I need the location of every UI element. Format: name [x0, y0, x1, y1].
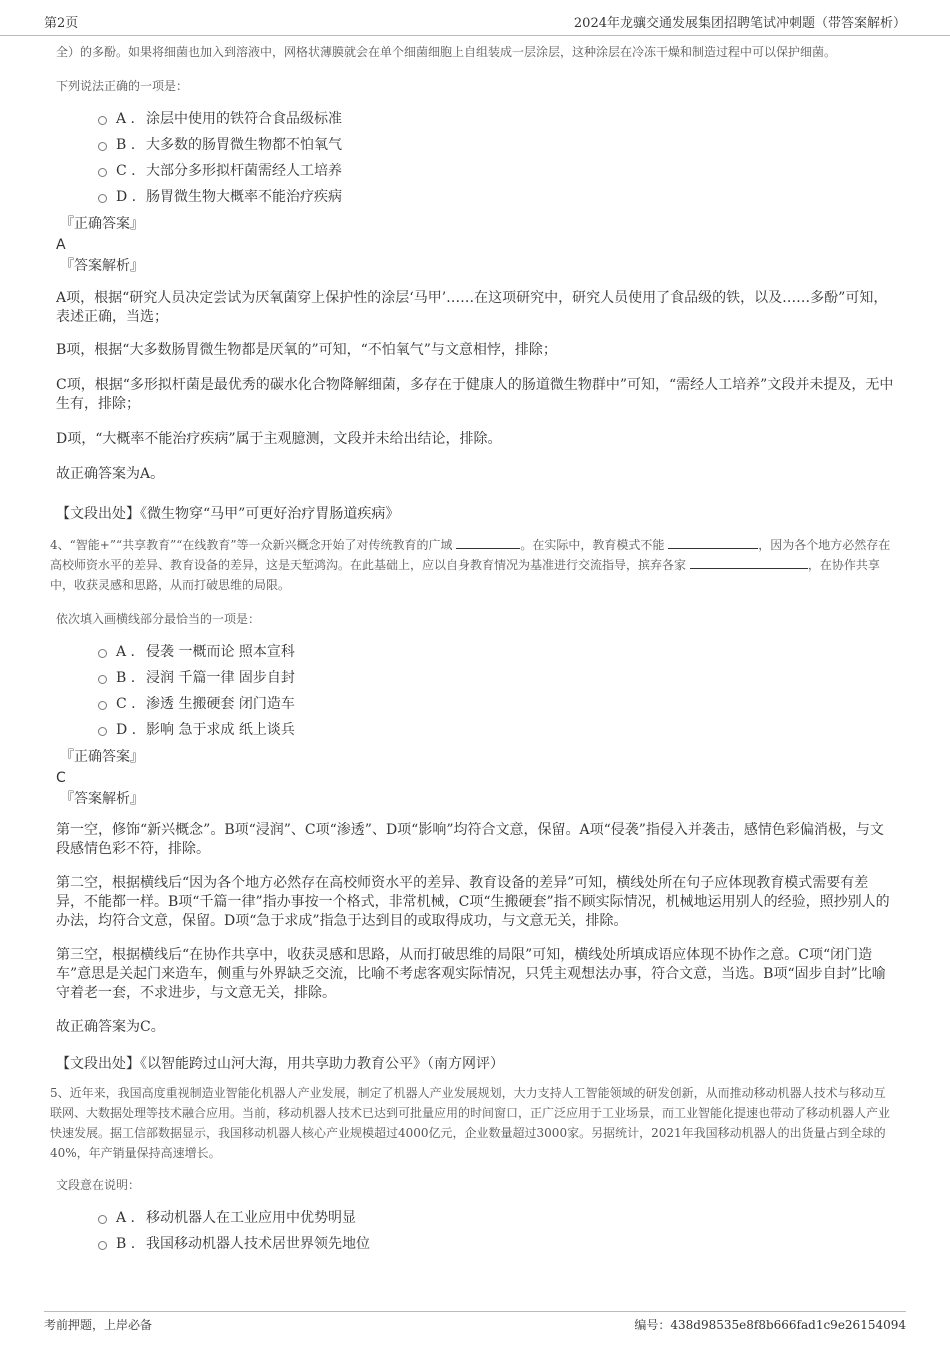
q3-analysis-c: C项，根据“多形拟杆菌是最优秀的碳水化合物降解细菌，多存在于健康人的肠道微生物群中”可知，“需经人工培养”文段并未提及，无中生有，排除；	[56, 377, 894, 412]
q3-stem: 下列说法正确的一项是：	[56, 79, 189, 93]
q4-blank-1	[456, 536, 520, 549]
q4-passage-part4: ，在协作共享中，收获灵感和思路，从而打破思维的局限。	[50, 558, 880, 592]
option-text: 肠胃微生物大概率不能治疗疾病	[146, 189, 342, 205]
radio-icon[interactable]	[98, 675, 107, 684]
radio-icon[interactable]	[98, 1215, 107, 1224]
q4-option-d[interactable]	[56, 717, 896, 743]
page-number: 第2页	[44, 16, 79, 31]
q3-analysis-label: 『答案解析』	[60, 258, 144, 274]
q5-stem: 文段意在说明：	[56, 1178, 141, 1192]
radio-icon[interactable]	[98, 116, 107, 125]
option-letter: B .	[116, 137, 136, 153]
radio-icon[interactable]	[98, 701, 107, 710]
q4-conclusion: 故正确答案为C。	[56, 1019, 165, 1035]
option-text: 浸润 千篇一律 固步自封	[146, 670, 295, 686]
option-text: 大多数的肠胃微生物都不怕氧气	[146, 137, 342, 153]
q3-answer: A	[56, 237, 66, 253]
q4-passage-part2: 。在实际中，教育模式不能	[520, 538, 665, 552]
q3-source: 【文段出处】《微生物穿“马甲”可更好治疗胃肠道疾病》	[56, 506, 400, 522]
q3-answer-label: 『正确答案』	[60, 216, 144, 232]
option-letter: A .	[116, 111, 136, 127]
page-header	[0, 0, 950, 36]
option-letter: B .	[116, 670, 136, 686]
option-letter: B .	[116, 1236, 136, 1252]
option-text: 移动机器人在工业应用中优势明显	[146, 1210, 356, 1226]
q4-passage-part1: 4、“智能+”“共享教育”“在线教育”等一众新兴概念开始了对传统教育的广域	[50, 538, 453, 552]
radio-icon[interactable]	[98, 142, 107, 151]
q5-options	[56, 1205, 896, 1257]
q5-passage: 5、近年来，我国高度重视制造业智能化机器人产业发展，制定了机器人产业发展规划，大力支持人工智能领域的研发创新，从而推动移动机器人技术与移动互联网、大数据处理等技术融合应用。当前，移动机器人技术已达到可批量应用的时间窗口，正广泛应用于工业场景，而工业智能化提速也带动了移动机器人产业快速发展。据工信部数据显示，我国移动机器人核心产业规模超过4000亿元，企业数量超过3000家。另据统计，2021年我国移动机器人的出货量占到全球的40%，年产销量保持高速增长。	[50, 1086, 891, 1160]
option-text: 大部分多形拟杆菌需经人工培养	[146, 163, 342, 179]
q4-answer: C	[56, 770, 66, 786]
page-content	[50, 42, 896, 1257]
footer-slogan: 考前押题，上岸必备	[44, 1318, 153, 1332]
radio-icon[interactable]	[98, 727, 107, 736]
option-letter: C .	[116, 163, 136, 179]
radio-icon[interactable]	[98, 649, 107, 658]
option-letter: A .	[116, 644, 136, 660]
q4-stem: 依次填入画横线部分最恰当的一项是：	[56, 612, 261, 626]
q4-option-b[interactable]	[56, 665, 896, 691]
option-letter: D .	[116, 189, 137, 205]
option-text: 影响 急于求成 纸上谈兵	[146, 722, 295, 738]
q3-option-b[interactable]	[56, 132, 896, 158]
page-footer	[44, 1311, 906, 1332]
q3-options	[56, 106, 896, 210]
q4-answer-label: 『正确答案』	[60, 749, 144, 765]
document-title: 2024年龙骧交通发展集团招聘笔试冲刺题（带答案解析）	[573, 16, 906, 31]
q4-option-a[interactable]	[56, 639, 896, 665]
option-text: 我国移动机器人技术居世界领先地位	[146, 1236, 370, 1252]
q4-passage	[50, 535, 896, 595]
option-text: 渗透 生搬硬套 闭门造车	[146, 696, 295, 712]
q4-source: 【文段出处】《以智能跨过山河大海，用共享助力教育公平》（南方网评）	[56, 1056, 504, 1072]
option-letter: D .	[116, 722, 137, 738]
q4-blank-2	[668, 536, 758, 549]
q3-option-c[interactable]	[56, 158, 896, 184]
option-letter: A .	[116, 1210, 136, 1226]
q3-option-d[interactable]	[56, 184, 896, 210]
option-text: 侵袭 一概而论 照本宣科	[146, 644, 295, 660]
q4-analysis-1: 第一空，修饰“新兴概念”。B项“浸润”、C项“渗透”、D项“影响”均符合文意，保留。A项“侵袭”指侵入并袭击，感情色彩偏消极，与文段感情色彩不符，排除。	[56, 822, 884, 857]
q4-analysis-2: 第二空，根据横线后“因为各个地方必然存在高校师资水平的差异、教育设备的差异”可知，横线处所在句子应体现教育模式需要有差异，不能都一样。B项“千篇一律”指办事按一个格式，非常机械，C项“生搬硬套”指不顾实际情况，机械地运用别人的经验，照抄别人的办法，均符合文意，保留。D项“急于求成”指急于达到目的或取得成功，与文意无关，排除。	[56, 875, 890, 929]
radio-icon[interactable]	[98, 194, 107, 203]
option-letter: C .	[116, 696, 136, 712]
q3-passage-end: 全）的多酚。如果将细菌也加入到溶液中，网格状薄膜就会在单个细菌细胞上自组装成一层涂层，这种涂层在冷冻干燥和制造过程中可以保护细菌。	[56, 45, 837, 59]
q4-passage-part3: ，因为各个地方必然存在高校师资水平的差异、教育设备的差异，这是天堑鸿沟。在此基础上，应以自身教育情况为基准进行交流指导，摈弃各家	[50, 538, 891, 572]
q4-blank-3	[690, 556, 808, 569]
radio-icon[interactable]	[98, 168, 107, 177]
q4-analysis-3: 第三空，根据横线后“在协作共享中，收获灵感和思路，从而打破思维的局限”可知，横线处所填成语应体现不协作之意。C项“闭门造车”意思是关起门来造车，侧重与外界缺乏交流，比喻不考虑客观实际情况，只凭主观想法办事，符合文意，当选。B项“固步自封”比喻守着老一套，不求进步，与文意无关，排除。	[56, 947, 886, 1001]
q4-analysis-label: 『答案解析』	[60, 791, 144, 807]
q5-option-a[interactable]	[56, 1205, 896, 1231]
q3-conclusion: 故正确答案为A。	[56, 466, 165, 482]
q5-option-b[interactable]	[56, 1231, 896, 1257]
q4-option-c[interactable]	[56, 691, 896, 717]
q3-analysis-b: B项，根据“大多数肠胃微生物都是厌氧的”可知，“不怕氧气”与文意相悖，排除；	[56, 342, 557, 358]
radio-icon[interactable]	[98, 1241, 107, 1250]
q3-option-a[interactable]	[56, 106, 896, 132]
option-text: 涂层中使用的铁符合食品级标准	[146, 111, 342, 127]
q3-analysis-d: D项，“大概率不能治疗疾病”属于主观臆测，文段并未给出结论，排除。	[56, 431, 502, 447]
q3-analysis-a: A项，根据“研究人员决定尝试为厌氧菌穿上保护性的涂层‘马甲’……在这项研究中，研究人员使用了食品级的铁，以及……多酚”可知，表述正确，当选；	[56, 290, 888, 325]
document-id: 编号：438d98535e8f8b666fad1c9e26154094	[634, 1318, 906, 1332]
q4-options	[56, 639, 896, 743]
